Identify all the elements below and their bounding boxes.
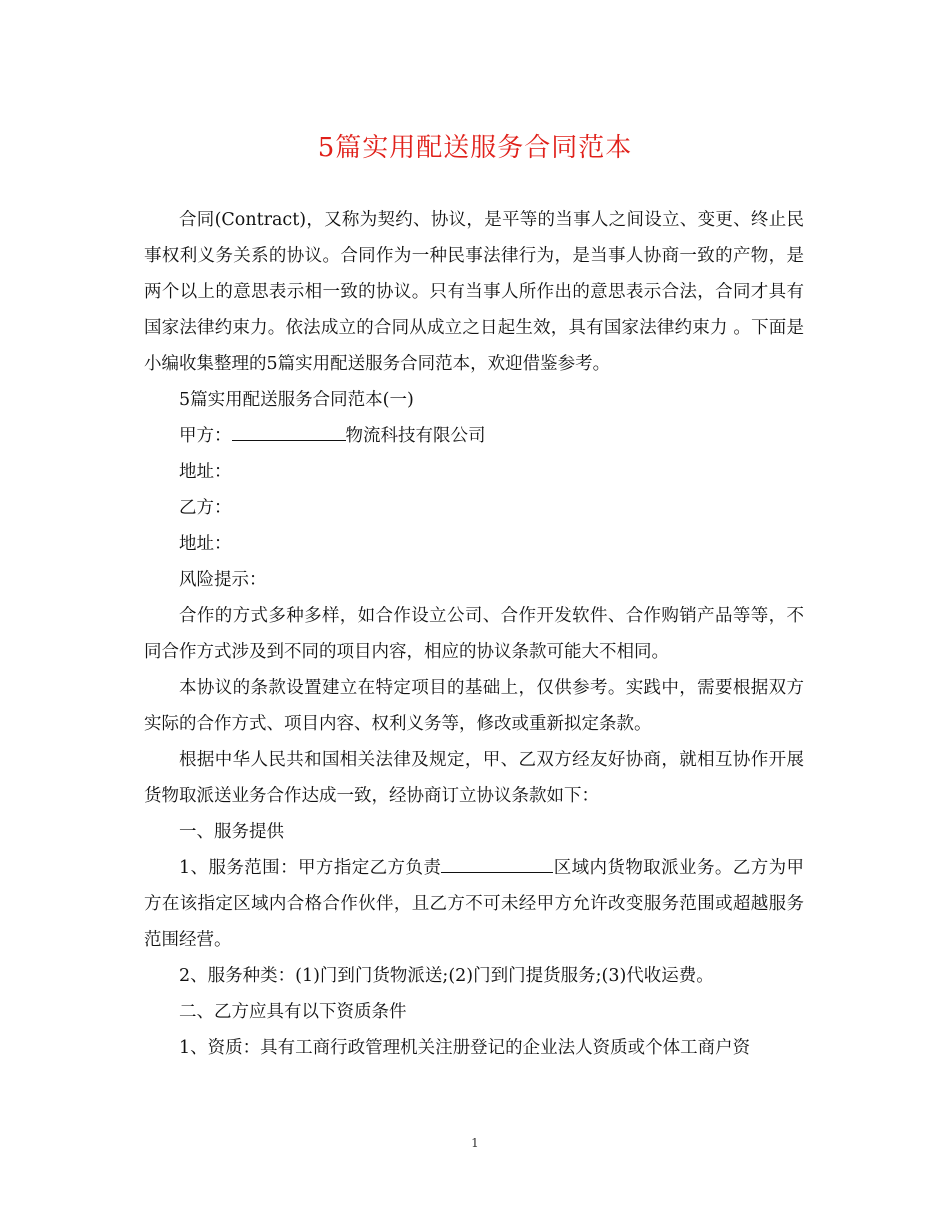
service-area-blank	[441, 854, 553, 873]
party-a-name: 物流科技有限公司	[345, 426, 486, 446]
risk-paragraph-2: 本协议的条款设置建立在特定项目的基础上，仅供参考。实践中，需要根据双方实际的合作方式、项目内容、权利义务等，修改或重新拟定条款。	[144, 678, 804, 734]
party-b-line: 乙方：	[179, 498, 232, 518]
section-1-item-2: 2、服务种类：(1)门到门货物派送;(2)门到门提货服务;(3)代收运费。	[179, 966, 714, 986]
section-heading: 5篇实用配送服务合同范本(一)	[179, 390, 414, 410]
document-body	[144, 202, 804, 1066]
section-1-item-1-after: 区域内货物取派业务。乙方为甲方在该指定区域内合格合作伙伴，且乙方不可未经甲方允许改变服务范围或超越服务范围经营。	[144, 858, 805, 950]
address-a-line: 地址：	[179, 462, 232, 482]
risk-label: 风险提示：	[179, 570, 267, 590]
party-a-blank	[232, 422, 346, 441]
section-1-heading: 一、服务提供	[179, 822, 284, 842]
section-1-item-1	[144, 850, 804, 958]
section-1-item-1-before: 1、服务范围：甲方指定乙方负责	[179, 858, 442, 878]
party-a-line	[144, 418, 804, 454]
intro-paragraph: 合同(Contract)，又称为契约、协议，是平等的当事人之间设立、变更、终止民事权利义务关系的协议。合同作为一种民事法律行为，是当事人协商一致的产物，是两个以上的意思表示相一致的协议。只有当事人所作出的意思表示合法，合同才具有国家法律约束力。依法成立的合同从成立之日起生效，具有国家法律约束力 。下面是小编收集整理的5篇实用配送服务合同范本，欢迎借鉴参考。	[144, 210, 804, 374]
risk-paragraph-1: 合作的方式多种多样，如合作设立公司、合作开发软件、合作购销产品等等，不同合作方式涉及到不同的项目内容，相应的协议条款可能大不相同。	[144, 606, 804, 662]
document-title: 5篇实用配送服务合同范本	[317, 133, 633, 163]
preamble-paragraph: 根据中华人民共和国相关法律及规定，甲、乙双方经友好协商，就相互协作开展货物取派送业务合作达成一致，经协商订立协议条款如下：	[144, 750, 804, 806]
address-b-line: 地址：	[179, 534, 232, 554]
section-2-heading: 二、乙方应具有以下资质条件	[179, 1002, 407, 1022]
page-number: 1	[471, 1136, 479, 1150]
party-a-label: 甲方：	[179, 426, 232, 446]
section-2-item-1: 1、资质：具有工商行政管理机关注册登记的企业法人资质或个体工商户资	[179, 1038, 751, 1058]
